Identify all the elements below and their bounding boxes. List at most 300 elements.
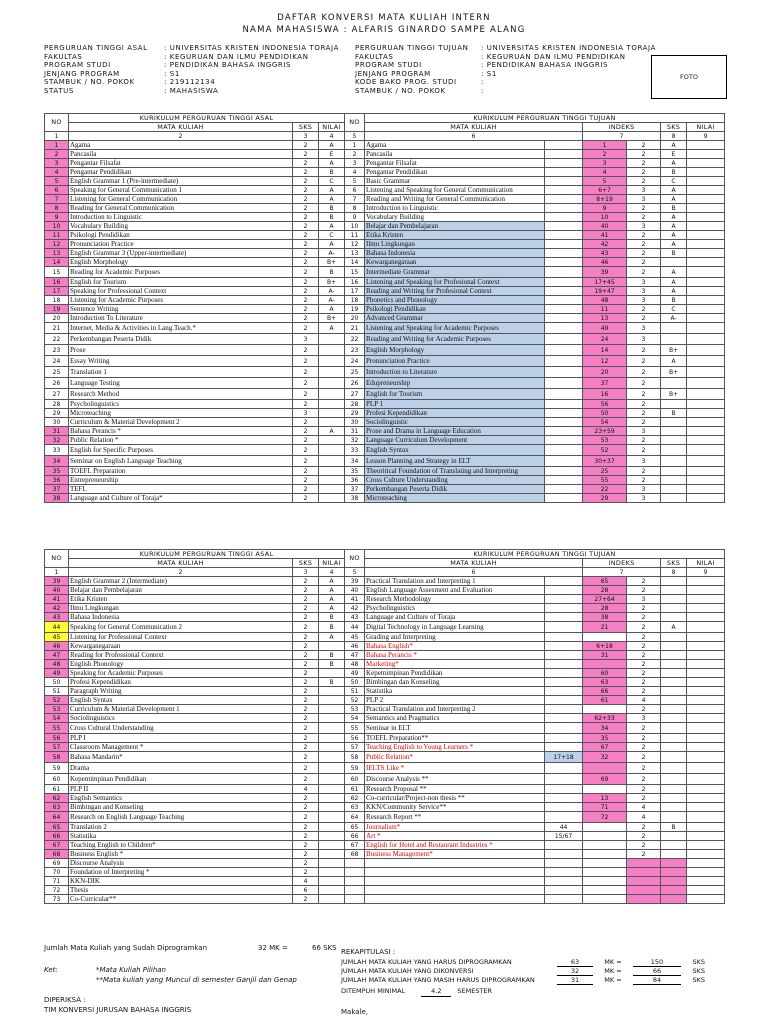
tujuan-row-number: 31 bbox=[345, 427, 365, 436]
tujuan-indeks: 25 bbox=[583, 467, 627, 476]
tujuan-indeks: 41 bbox=[583, 231, 627, 240]
asal-nilai: B+ bbox=[319, 278, 345, 287]
column-number-row bbox=[45, 132, 725, 141]
asal-course-name: Etika Kristen bbox=[69, 595, 293, 604]
asal-course-name: Sociolinguistics bbox=[69, 714, 293, 723]
table-row bbox=[45, 400, 725, 409]
destination-info-value: : S1 bbox=[481, 69, 497, 78]
tujuan-nilai bbox=[661, 774, 687, 785]
tujuan-course-name: Research Proposal ** bbox=[365, 785, 545, 794]
asal-sks: 2 bbox=[293, 186, 319, 195]
column-number: 2 bbox=[69, 132, 293, 141]
document-title: DAFTAR KONVERSI MATA KULIAH INTERN bbox=[277, 13, 491, 23]
row-number: 18 bbox=[45, 296, 69, 305]
destination-info-row bbox=[355, 87, 656, 96]
tujuan-course-name: English Syntax bbox=[365, 445, 545, 456]
rekap-sks-unit: SKS bbox=[692, 967, 705, 975]
tujuan-sks: 2 bbox=[627, 249, 661, 258]
row-number: 61 bbox=[45, 785, 69, 794]
asal-sks: 2 bbox=[293, 141, 319, 150]
asal-nilai: A bbox=[319, 427, 345, 436]
table-row bbox=[45, 841, 725, 850]
tujuan-indeks: 8+19 bbox=[583, 195, 627, 204]
asal-sks: 2 bbox=[293, 367, 319, 378]
tujuan-row-number: 26 bbox=[345, 378, 365, 389]
tujuan-row-number: 4 bbox=[345, 168, 365, 177]
asal-sks: 2 bbox=[293, 660, 319, 669]
tujuan-row-number: 12 bbox=[345, 240, 365, 249]
student-name: NAMA MAHASISWA : ALFARIS GINARDO SAMPE ALANG bbox=[242, 25, 526, 35]
tujuan-course-name: Journalism* bbox=[365, 823, 545, 832]
tujuan-nilai bbox=[661, 850, 687, 859]
row-number: 72 bbox=[45, 886, 69, 895]
destination-info-key: JENJANG PROGRAM bbox=[355, 69, 431, 78]
table-row bbox=[45, 222, 725, 231]
tujuan-indeks: 50 bbox=[583, 409, 627, 418]
tujuan-row-number: 50 bbox=[345, 678, 365, 687]
tujuan-indeks: 6+18 bbox=[583, 642, 627, 651]
tujuan-course-name: English for Tourism bbox=[365, 389, 545, 400]
tujuan-sks: 2 bbox=[627, 642, 661, 651]
rekap-mk: 31 bbox=[557, 976, 593, 985]
row-number: 31 bbox=[45, 427, 69, 436]
table-row bbox=[45, 494, 725, 503]
tujuan-row-number: 15 bbox=[345, 267, 365, 278]
ket-label: Ket: bbox=[44, 966, 58, 974]
asal-nilai: A bbox=[319, 222, 345, 231]
tujuan-sks: 2 bbox=[627, 305, 661, 314]
row-number: 34 bbox=[45, 456, 69, 467]
asal-sks: 2 bbox=[293, 278, 319, 287]
tujuan-row-number: 62 bbox=[345, 794, 365, 803]
tujuan-course-name: Kewarganegaraan bbox=[365, 258, 545, 267]
tujuan-indeks: 49 bbox=[583, 323, 627, 334]
table-row bbox=[45, 734, 725, 743]
tujuan-course-name: Reading and Writing for Profesional Context bbox=[365, 287, 545, 296]
origin-info-row bbox=[44, 78, 339, 87]
tujuan-row-number: 39 bbox=[345, 577, 365, 586]
tujuan-row-number: 64 bbox=[345, 812, 365, 823]
tujuan-row-number: 13 bbox=[345, 249, 365, 258]
tujuan-course-name: Perkembangan Peserta Didik bbox=[365, 485, 545, 494]
table-row bbox=[45, 305, 725, 314]
asal-sks: 2 bbox=[293, 696, 319, 705]
table-row bbox=[45, 159, 725, 168]
tujuan-nilai bbox=[661, 418, 687, 427]
asal-course-name: PLP II bbox=[69, 785, 293, 794]
row-number: 48 bbox=[45, 660, 69, 669]
asal-sks: 2 bbox=[293, 604, 319, 613]
tujuan-nilai bbox=[661, 456, 687, 467]
asal-nilai bbox=[319, 841, 345, 850]
asal-course-name: Entrepreneurship bbox=[69, 476, 293, 485]
tujuan-sks: 2 bbox=[627, 743, 661, 752]
asal-course-name: Curriculum & Material Development 1 bbox=[69, 705, 293, 714]
nilai-header: NILAI bbox=[687, 559, 725, 568]
tujuan-sks: 3 bbox=[627, 222, 661, 231]
tujuan-nilai: A- bbox=[661, 314, 687, 323]
tujuan-course-name: Psikologi Pendidikan bbox=[365, 305, 545, 314]
tujuan-row-number: 41 bbox=[345, 595, 365, 604]
row-number: 7 bbox=[45, 195, 69, 204]
tujuan-indeks: 10 bbox=[583, 213, 627, 222]
tujuan-row-number: 67 bbox=[345, 841, 365, 850]
table-row bbox=[45, 177, 725, 186]
total-programmed-sks: 66 SKS bbox=[312, 944, 337, 952]
ditempuh-label: DITEMPUH MINIMAL bbox=[341, 987, 406, 995]
row-number: 10 bbox=[45, 222, 69, 231]
tujuan-nilai bbox=[661, 669, 687, 678]
tujuan-nilai: B bbox=[661, 296, 687, 305]
asal-nilai bbox=[319, 705, 345, 714]
asal-sks: 2 bbox=[293, 859, 319, 868]
row-number: 2 bbox=[45, 150, 69, 159]
table-row bbox=[45, 714, 725, 723]
row-number: 23 bbox=[45, 345, 69, 356]
asal-nilai bbox=[319, 356, 345, 367]
asal-course-name: Cross Cultural Understanding bbox=[69, 723, 293, 734]
tujuan-sks: 2 bbox=[627, 409, 661, 418]
tujuan-course-name: Etika Kristen bbox=[365, 231, 545, 240]
row-number: 6 bbox=[45, 186, 69, 195]
tujuan-nilai bbox=[661, 476, 687, 485]
tujuan-course-name: Advanced Grammar bbox=[365, 314, 545, 323]
asal-nilai bbox=[319, 785, 345, 794]
tujuan-indeks bbox=[583, 850, 627, 859]
asal-course-name: Bimbingan and Konseling bbox=[69, 803, 293, 812]
tujuan-indeks: 23+59 bbox=[583, 427, 627, 436]
asal-nilai: A bbox=[319, 577, 345, 586]
row-number: 69 bbox=[45, 859, 69, 868]
rekap-label: JUMLAH MATA KULIAH YANG DIKONVERSI bbox=[341, 967, 474, 975]
tujuan-indeks: 35 bbox=[583, 734, 627, 743]
destination-info-key: STAMBUK / NO. POKOK bbox=[355, 86, 446, 95]
row-number: 41 bbox=[45, 595, 69, 604]
tujuan-row-number: 65 bbox=[345, 823, 365, 832]
asal-course-name: English for Tourism bbox=[69, 278, 293, 287]
tujuan-indeks: 67 bbox=[583, 743, 627, 752]
asal-nilai: A bbox=[319, 595, 345, 604]
indeks-header: INDEKS bbox=[583, 559, 661, 568]
asal-nilai: A bbox=[319, 633, 345, 642]
tujuan-row-number: 54 bbox=[345, 714, 365, 723]
destination-info-value: : bbox=[481, 78, 484, 87]
tujuan-sks: 2 bbox=[627, 367, 661, 378]
asal-sks: 2 bbox=[293, 150, 319, 159]
asal-sks: 4 bbox=[293, 877, 319, 886]
mk-header: MATA KULIAH bbox=[69, 123, 293, 132]
asal-sks: 2 bbox=[293, 642, 319, 651]
tujuan-sks: 2 bbox=[627, 267, 661, 278]
asal-sks: 2 bbox=[293, 356, 319, 367]
tujuan-row-number: 1 bbox=[345, 141, 365, 150]
tujuan-sks: 2 bbox=[627, 774, 661, 785]
table-row bbox=[45, 231, 725, 240]
row-number: 47 bbox=[45, 651, 69, 660]
rekap-list bbox=[341, 958, 705, 985]
row-number: 27 bbox=[45, 389, 69, 400]
tujuan-row-number: 42 bbox=[345, 604, 365, 613]
table-row bbox=[45, 669, 725, 678]
tujuan-sks: 2 bbox=[627, 823, 661, 832]
tujuan-row-number: 5 bbox=[345, 177, 365, 186]
asal-nilai bbox=[319, 752, 345, 763]
asal-nilai: A bbox=[319, 186, 345, 195]
tujuan-indeks: 54 bbox=[583, 418, 627, 427]
table-row bbox=[45, 743, 725, 752]
asal-sks: 2 bbox=[293, 812, 319, 823]
table-row bbox=[45, 249, 725, 258]
row-number: 35 bbox=[45, 467, 69, 476]
asal-nilai bbox=[319, 812, 345, 823]
table-row bbox=[45, 485, 725, 494]
tujuan-course-name: Listening and Speaking for Profesional Context bbox=[365, 278, 545, 287]
row-number: 40 bbox=[45, 586, 69, 595]
tujuan-sks: 4 bbox=[627, 803, 661, 812]
tujuan-course-name: PLP 2 bbox=[365, 696, 545, 705]
row-number: 53 bbox=[45, 705, 69, 714]
asal-course-name: Sentence Writing bbox=[69, 305, 293, 314]
tujuan-course-name: Intermediate Grammar bbox=[365, 267, 545, 278]
asal-nilai: B bbox=[319, 613, 345, 622]
tujuan-nilai bbox=[661, 794, 687, 803]
tujuan-nilai bbox=[661, 400, 687, 409]
tujuan-row-number: 16 bbox=[345, 278, 365, 287]
table-row bbox=[45, 334, 725, 345]
row-number: 17 bbox=[45, 287, 69, 296]
row-number: 71 bbox=[45, 877, 69, 886]
tujuan-indeks: 42 bbox=[583, 240, 627, 249]
tujuan-indeks: 34 bbox=[583, 723, 627, 734]
tujuan-course-name: Listening and Speaking for General Communication bbox=[365, 186, 545, 195]
asal-sks: 2 bbox=[293, 586, 319, 595]
row-number: 19 bbox=[45, 305, 69, 314]
tujuan-row-number: 56 bbox=[345, 734, 365, 743]
tujuan-sks: 3 bbox=[627, 287, 661, 296]
asal-course-name: Kepemimpinan Pendidikan bbox=[69, 774, 293, 785]
tujuan-indeks: 28 bbox=[583, 586, 627, 595]
tujuan-sks: 2 bbox=[627, 258, 661, 267]
asal-course-name: KKN-DIK bbox=[69, 877, 293, 886]
column-number: 7 bbox=[583, 568, 661, 577]
asal-sks: 2 bbox=[293, 467, 319, 476]
asal-nilai bbox=[319, 669, 345, 678]
tujuan-course-name: Practical Translation and Interpreting 2 bbox=[365, 705, 545, 714]
asal-nilai bbox=[319, 409, 345, 418]
asal-sks: 2 bbox=[293, 595, 319, 604]
asal-course-name: English Semantics bbox=[69, 794, 293, 803]
tujuan-nilai bbox=[661, 427, 687, 436]
tujuan-course-name: Discourse Analysis ** bbox=[365, 774, 545, 785]
column-number: 6 bbox=[365, 568, 583, 577]
asal-nilai bbox=[319, 436, 345, 445]
asal-nilai bbox=[319, 886, 345, 895]
tujuan-course-name: Language Curriculum Development bbox=[365, 436, 545, 445]
asal-course-name: Teaching English to Children* bbox=[69, 841, 293, 850]
tujuan-row-number: 32 bbox=[345, 436, 365, 445]
ditempuh-value: 4.2 bbox=[421, 987, 451, 997]
asal-course-name: Microteaching bbox=[69, 409, 293, 418]
table-row bbox=[45, 752, 725, 763]
asal-sks: 2 bbox=[293, 832, 319, 841]
table-row bbox=[45, 785, 725, 794]
asal-sks: 2 bbox=[293, 168, 319, 177]
tujuan-sks: 2 bbox=[627, 678, 661, 687]
tujuan-nilai bbox=[661, 803, 687, 812]
tujuan-row-number: 52 bbox=[345, 696, 365, 705]
tujuan-nilai: A bbox=[661, 141, 687, 150]
table-row bbox=[45, 195, 725, 204]
tujuan-course-name: Bahasa Perancis * bbox=[365, 651, 545, 660]
asal-course-name: Introduction To Literature bbox=[69, 314, 293, 323]
asal-sks: 2 bbox=[293, 204, 319, 213]
table-row bbox=[45, 850, 725, 859]
table-row bbox=[45, 877, 725, 886]
tujuan-sks: 2 bbox=[627, 734, 661, 743]
table-row bbox=[45, 823, 725, 832]
tujuan-nilai: B bbox=[661, 823, 687, 832]
tujuan-nilai: C bbox=[661, 305, 687, 314]
column-number: 9 bbox=[687, 568, 725, 577]
tujuan-indeks: 17+45 bbox=[583, 278, 627, 287]
column-number: 4 bbox=[319, 568, 345, 577]
asal-course-name: Curriculum & Material Development 2 bbox=[69, 418, 293, 427]
tujuan-indeks: 12 bbox=[583, 356, 627, 367]
row-number: 70 bbox=[45, 868, 69, 877]
asal-sks: 2 bbox=[293, 485, 319, 494]
origin-info-key: STAMBUK / NO. POKOK bbox=[44, 78, 135, 87]
asal-course-name: Language Testing bbox=[69, 378, 293, 389]
destination-info-row bbox=[355, 61, 656, 70]
table-row bbox=[45, 774, 725, 785]
tujuan-sks: 2 bbox=[627, 651, 661, 660]
asal-nilai bbox=[319, 850, 345, 859]
asal-sks: 2 bbox=[293, 323, 319, 334]
tujuan-indeks bbox=[583, 705, 627, 714]
ket-note-1: *Mata Kuliah Pilihan bbox=[96, 966, 166, 974]
tujuan-nilai bbox=[661, 604, 687, 613]
column-number: 5 bbox=[345, 568, 365, 577]
table-header-row bbox=[45, 114, 725, 123]
table-row bbox=[45, 427, 725, 436]
tujuan-nilai: A bbox=[661, 213, 687, 222]
tujuan-nilai bbox=[661, 613, 687, 622]
asal-sks: 2 bbox=[293, 389, 319, 400]
asal-header: KURIKULUM PERGURUAN TINGGI ASAL bbox=[69, 114, 345, 123]
tujuan-row-number: 7 bbox=[345, 195, 365, 204]
tujuan-indeks: 71 bbox=[583, 803, 627, 812]
tujuan-row-number: 10 bbox=[345, 222, 365, 231]
asal-nilai bbox=[319, 367, 345, 378]
tujuan-sks: 3 bbox=[627, 595, 661, 604]
asal-nilai bbox=[319, 794, 345, 803]
row-number: 33 bbox=[45, 445, 69, 456]
asal-sks: 2 bbox=[293, 613, 319, 622]
tujuan-row-number: 20 bbox=[345, 314, 365, 323]
asal-sks: 2 bbox=[293, 314, 319, 323]
asal-course-name: Psikologi Pendidikan bbox=[69, 231, 293, 240]
photo-box: FOTO bbox=[651, 55, 727, 99]
table-row bbox=[45, 895, 725, 904]
tujuan-nilai: B bbox=[661, 168, 687, 177]
row-number: 73 bbox=[45, 895, 69, 904]
tujuan-course-name: Psycholinguistics bbox=[365, 604, 545, 613]
asal-sks: 2 bbox=[293, 345, 319, 356]
ditempuh-row bbox=[341, 987, 492, 997]
asal-sks: 2 bbox=[293, 752, 319, 763]
tujuan-row-number: 34 bbox=[345, 456, 365, 467]
tujuan-sks: 2 bbox=[627, 467, 661, 476]
rekap-sks-unit: SKS bbox=[692, 976, 705, 984]
table-row bbox=[45, 141, 725, 150]
asal-course-name: Listening for Professional Context bbox=[69, 633, 293, 642]
asal-nilai bbox=[319, 476, 345, 485]
origin-info-row bbox=[44, 61, 339, 70]
tujuan-indeks: 43 bbox=[583, 249, 627, 258]
tujuan-sks: 2 bbox=[627, 476, 661, 485]
tujuan-row-number: 33 bbox=[345, 445, 365, 456]
tujuan-sks: 2 bbox=[627, 445, 661, 456]
row-number: 1 bbox=[45, 141, 69, 150]
diperiksa-label: DIPERIKSA : bbox=[44, 996, 86, 1004]
tujuan-course-name: Research Methodology bbox=[365, 595, 545, 604]
table-row bbox=[45, 389, 725, 400]
row-number: 45 bbox=[45, 633, 69, 642]
table-row bbox=[45, 287, 725, 296]
tujuan-indeks: 29 bbox=[583, 494, 627, 503]
tujuan-course-name: Practical Translation and Interpreting 1 bbox=[365, 577, 545, 586]
tujuan-indeks: 2 bbox=[583, 150, 627, 159]
row-number: 46 bbox=[45, 642, 69, 651]
asal-nilai bbox=[319, 763, 345, 774]
tujuan-row-number: 61 bbox=[345, 785, 365, 794]
tujuan-row-number: 18 bbox=[345, 296, 365, 305]
tujuan-row-number: 37 bbox=[345, 485, 365, 494]
asal-course-name: Research Method bbox=[69, 389, 293, 400]
asal-nilai: A- bbox=[319, 287, 345, 296]
origin-info-value: : MAHASISWA bbox=[164, 86, 219, 95]
row-number: 30 bbox=[45, 418, 69, 427]
tujuan-sks: 2 bbox=[627, 687, 661, 696]
asal-sks: 2 bbox=[293, 305, 319, 314]
table-row bbox=[45, 633, 725, 642]
asal-course-name: Reading for Professional Context bbox=[69, 651, 293, 660]
asal-course-name: Kewarganegaraan bbox=[69, 642, 293, 651]
tujuan-course-name: Semantics and Pragmatics bbox=[365, 714, 545, 723]
asal-sks: 2 bbox=[293, 436, 319, 445]
tujuan-row-number: 28 bbox=[345, 400, 365, 409]
origin-info-row bbox=[44, 53, 339, 62]
tujuan-nilai bbox=[661, 752, 687, 763]
tujuan-indeks: 27+64 bbox=[583, 595, 627, 604]
tujuan-course-name: Edupreneurship bbox=[365, 378, 545, 389]
row-number: 64 bbox=[45, 812, 69, 823]
tujuan-row-number: 30 bbox=[345, 418, 365, 427]
asal-course-name: Business English * bbox=[69, 850, 293, 859]
tujuan-nilai bbox=[661, 378, 687, 389]
asal-course-name: English for Specific Purposes bbox=[69, 445, 293, 456]
row-number: 11 bbox=[45, 231, 69, 240]
tujuan-nilai: B bbox=[661, 204, 687, 213]
tujuan-row-number: 24 bbox=[345, 356, 365, 367]
tujuan-nilai bbox=[661, 763, 687, 774]
tujuan-row-number: 57 bbox=[345, 743, 365, 752]
table-row bbox=[45, 660, 725, 669]
asal-nilai bbox=[319, 723, 345, 734]
table-row bbox=[45, 859, 725, 868]
asal-nilai bbox=[319, 334, 345, 345]
tujuan-course-name: Microteaching bbox=[365, 494, 545, 503]
